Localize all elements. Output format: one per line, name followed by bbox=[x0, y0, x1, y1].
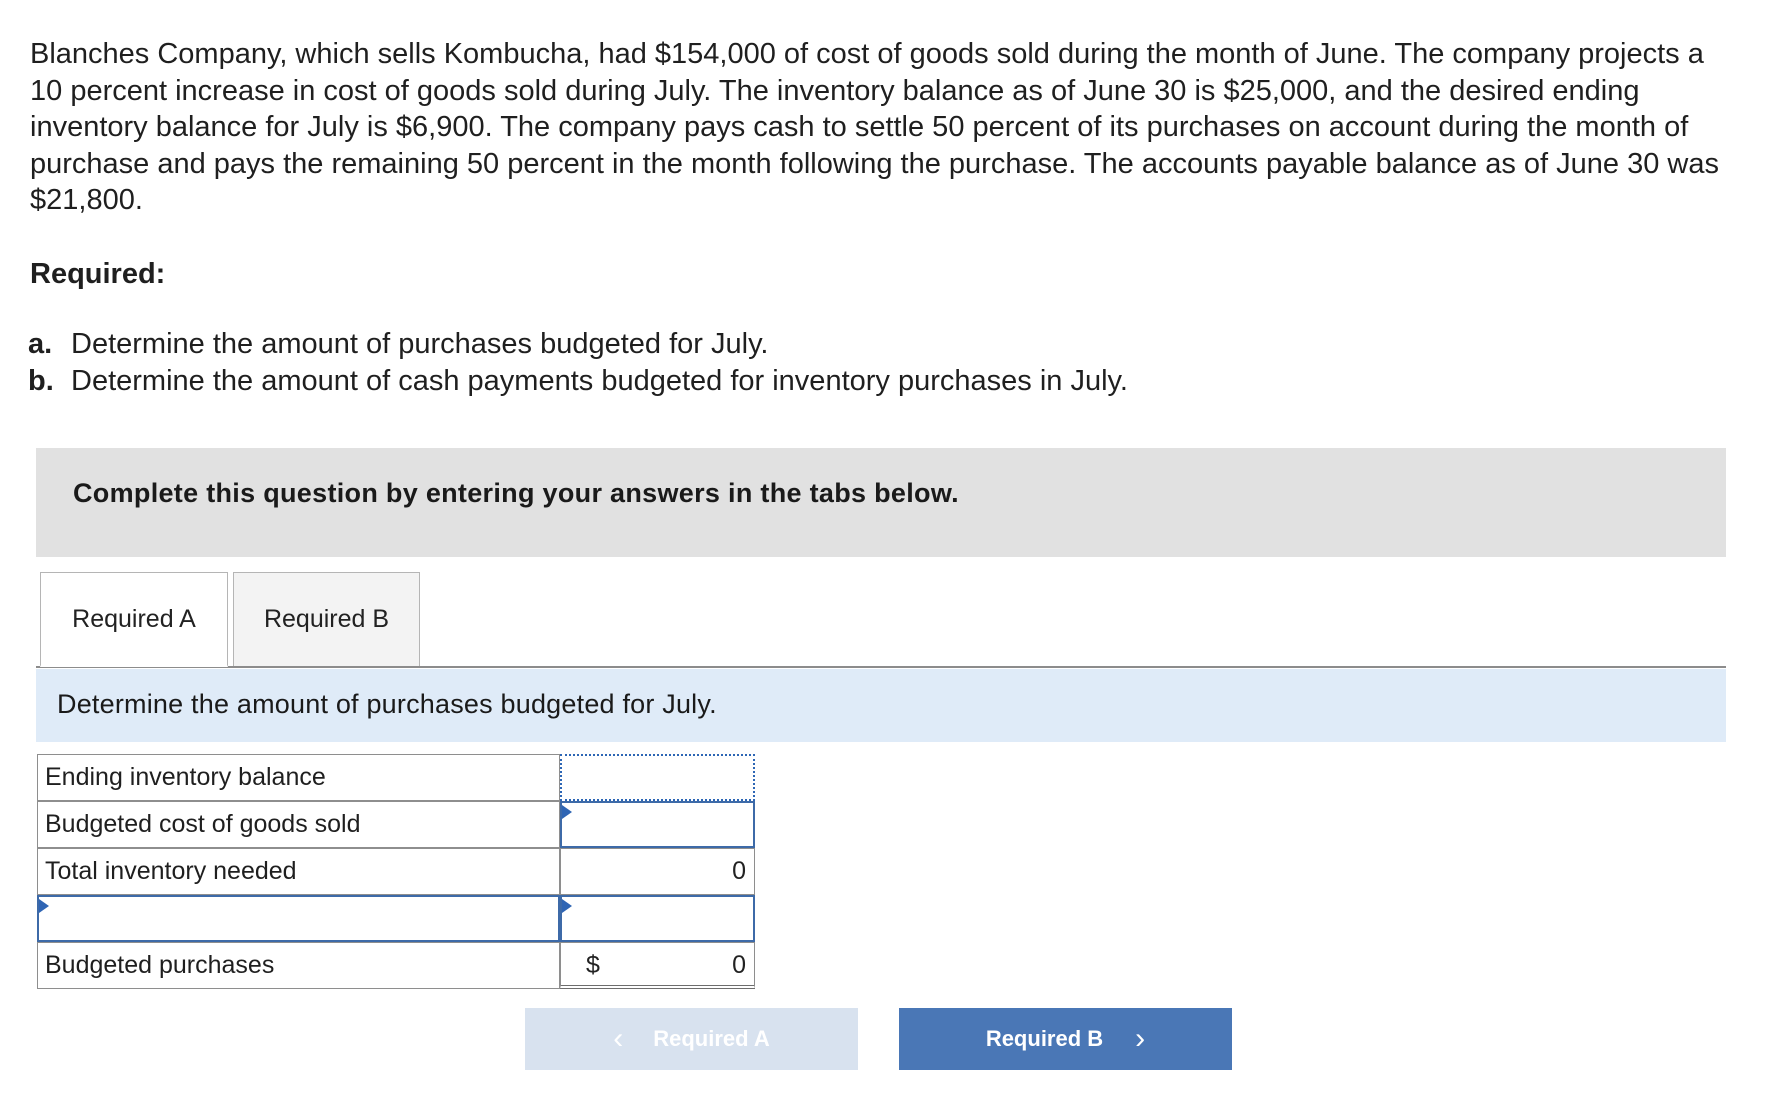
tab-divider bbox=[36, 666, 1726, 668]
row-label: Budgeted cost of goods sold bbox=[37, 801, 560, 848]
chevron-left-icon: ‹ bbox=[613, 1022, 624, 1055]
prompt-text: Determine the amount of purchases budgeted for July. bbox=[57, 689, 717, 719]
row-value-input[interactable] bbox=[560, 895, 755, 942]
instruction-box bbox=[36, 448, 1726, 557]
ending-inventory-input[interactable] bbox=[560, 754, 755, 801]
row-label: Total inventory needed bbox=[37, 848, 560, 895]
table-row bbox=[37, 754, 755, 801]
cell-value: 0 bbox=[732, 951, 746, 979]
required-heading: Required: bbox=[30, 258, 166, 290]
input-flag-icon bbox=[39, 899, 49, 913]
row-label-select[interactable] bbox=[37, 895, 560, 942]
currency-symbol: $ bbox=[586, 951, 600, 979]
next-button-label: Required B bbox=[985, 1026, 1104, 1051]
input-flag-icon bbox=[562, 899, 572, 913]
required-item-letter: a. bbox=[28, 328, 53, 360]
instruction-text: Complete this question by entering your answers in the tabs below. bbox=[73, 478, 959, 508]
total-inventory-needed-value: 0 bbox=[560, 848, 755, 895]
required-item-letter: b. bbox=[28, 364, 54, 397]
table-row bbox=[37, 942, 755, 989]
prev-button[interactable] bbox=[525, 1008, 858, 1070]
table-row bbox=[37, 801, 755, 848]
input-flag-icon bbox=[562, 805, 572, 819]
row-label: Budgeted purchases bbox=[37, 942, 560, 989]
row-label: Ending inventory balance bbox=[37, 754, 560, 801]
chevron-right-icon: › bbox=[1135, 1022, 1146, 1055]
required-item-text: Determine the amount of purchases budgeted for July. bbox=[71, 328, 769, 360]
next-button[interactable] bbox=[899, 1008, 1232, 1070]
required-item-text: Determine the amount of cash payments budgeted for inventory purchases in July. bbox=[71, 364, 1128, 397]
tab-required-b[interactable]: Required B bbox=[233, 572, 420, 667]
required-list bbox=[28, 326, 1128, 399]
prompt-bar bbox=[36, 669, 1726, 742]
prev-button-label: Required A bbox=[653, 1026, 770, 1051]
budgeted-purchases-value bbox=[560, 942, 755, 989]
table-row bbox=[37, 848, 755, 895]
problem-statement: Blanches Company, which sells Kombucha, had $154,000 of cost of goods sold during the month of June. The company projects a 10 percent increase in cost of goods sold during July. The inventory balance as of June 30 is $25,000, and the desired ending inventory balance for July is $6,900. The company pays cash to settle 50 percent of its purchases on account during the month of purchase and pays the remaining 50 percent in the month following the purchase. The accounts payable balance as of June 30 was $21,800. bbox=[30, 38, 1719, 216]
required-item-b bbox=[28, 363, 1128, 400]
tab-required-a[interactable]: Required A bbox=[40, 572, 228, 667]
required-item-a bbox=[28, 326, 1128, 363]
table-row bbox=[37, 895, 755, 942]
budgeted-cogs-input[interactable] bbox=[560, 801, 755, 848]
